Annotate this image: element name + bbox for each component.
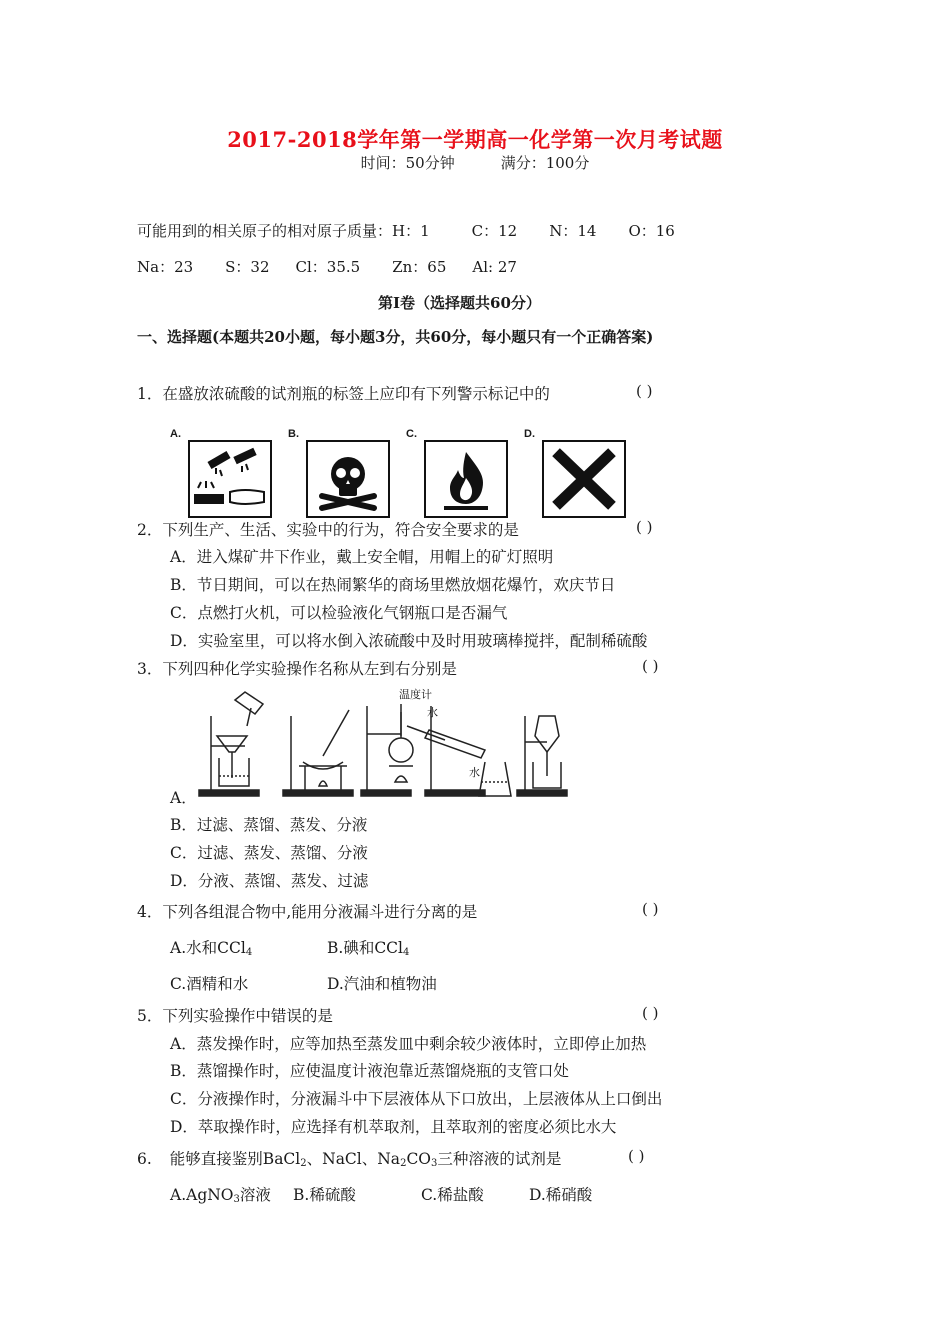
sign-label: C. <box>406 428 417 440</box>
question-2 <box>137 518 519 540</box>
option-b: B.稀硫酸 <box>293 1186 356 1204</box>
subscript: 4 <box>245 947 253 958</box>
option-c: C．过滤、蒸发、蒸馏、分液 <box>170 844 368 862</box>
warning-signs <box>170 428 640 520</box>
mass-o: O：16 <box>628 222 675 240</box>
mass-c: C：12 <box>471 222 518 240</box>
section-title: 第Ⅰ卷（选择题共60分） <box>378 294 541 312</box>
option-a: A． <box>170 789 197 807</box>
question-stem <box>170 1150 562 1168</box>
answer-paren: ( ) <box>636 518 653 536</box>
mass-al: Al: 27 <box>472 258 517 276</box>
option-c: C．分液操作时，分液漏斗中下层液体从下口放出，上层液体从上口倒出 <box>170 1090 663 1108</box>
mass-na: Na：23 <box>137 258 194 276</box>
filtration-apparatus <box>199 692 263 796</box>
toxic-skull-icon <box>306 440 390 518</box>
evaporation-apparatus <box>283 710 353 796</box>
option-c: C.稀盐酸 <box>421 1186 484 1204</box>
option-c: C.酒精和水 <box>170 975 249 993</box>
atomic-masses-line2 <box>137 256 517 277</box>
question-number: 6. <box>137 1150 152 1168</box>
mass-zn: Zn：65 <box>392 258 447 276</box>
question-1 <box>137 382 550 404</box>
question-number: 3． <box>137 660 163 678</box>
option-d: D.汽油和植物油 <box>327 975 437 993</box>
question-number: 4． <box>137 903 163 921</box>
option-text: A.AgNO <box>170 1186 234 1204</box>
water-in-label: 水 <box>427 706 438 719</box>
option-b: B．过滤、蒸馏、蒸发、分液 <box>170 816 368 834</box>
answer-paren: ( ) <box>636 382 653 400</box>
option-d: D．萃取操作时，应选择有机萃取剂，且萃取剂的密度必须比水大 <box>170 1118 617 1136</box>
option-d: D．分液、蒸馏、蒸发、过滤 <box>170 872 369 890</box>
sign-option-b <box>288 428 408 520</box>
harmful-cross-icon <box>542 440 626 518</box>
option-d: D．实验室里，可以将水倒入浓硫酸中及时用玻璃棒搅拌，配制稀硫酸 <box>170 632 648 650</box>
flammable-flame-icon <box>424 440 508 518</box>
option-c: C．点燃打火机，可以检验液化气钢瓶口是否漏气 <box>170 604 508 622</box>
subscript: 4 <box>403 947 410 958</box>
option-a: A．进入煤矿井下作业，戴上安全帽，用帽上的矿灯照明 <box>170 548 554 566</box>
score-label: 满分：100分 <box>500 154 590 172</box>
question-stem: 下列四种化学实验操作名称从左到右分别是 <box>162 660 457 678</box>
sign-label: B. <box>288 428 299 440</box>
option-text: A.水和CCl <box>170 939 246 957</box>
option-a: A．蒸发操作时，应等加热至蒸发皿中剩余较少液体时，立即停止加热 <box>170 1035 647 1053</box>
question-4 <box>137 900 477 922</box>
subscript: 3 <box>233 1194 240 1205</box>
corrosive-icon <box>188 440 272 518</box>
question-3 <box>137 657 457 679</box>
question-stem: 在盛放浓硫酸的试剂瓶的标签上应印有下列警示标记中的 <box>162 385 550 403</box>
atomic-masses-line1 <box>137 220 675 241</box>
option-b <box>327 936 409 958</box>
masses-intro: 可能用到的相关原子的相对原子质量： <box>137 222 393 240</box>
option-text: B.碘和CCl <box>327 939 403 957</box>
part-title: 一、选择题(本题共20小题，每小题3分，共60分，每小题只有一个正确答案) <box>137 328 654 346</box>
separatory-funnel-apparatus <box>517 716 567 796</box>
option-a <box>170 936 252 958</box>
stem-part: 三种溶液的试剂是 <box>437 1150 562 1168</box>
mass-s: S：32 <box>225 258 270 276</box>
stem-part: 能够直接鉴别BaCl <box>169 1150 301 1168</box>
subscript: 2 <box>400 1158 407 1169</box>
question-stem: 下列各组混合物中,能用分液漏斗进行分离的是 <box>162 903 478 921</box>
mass-cl: Cl：35.5 <box>295 258 361 276</box>
sign-option-d <box>524 428 644 520</box>
answer-paren: ( ) <box>642 1004 659 1022</box>
thermometer-label: 温度计 <box>399 688 432 701</box>
answer-paren: ( ) <box>628 1147 645 1165</box>
question-5 <box>137 1004 333 1026</box>
mass-h: H：1 <box>392 222 430 240</box>
question-stem: 下列生产、生活、实验中的行为，符合安全要求的是 <box>162 521 519 539</box>
mass-n: N：14 <box>549 222 597 240</box>
option-text: 溶液 <box>239 1186 271 1204</box>
option-b: B．蒸馏操作时，应使温度计液泡靠近蒸馏烧瓶的支管口处 <box>170 1062 569 1080</box>
option-d: D.稀硝酸 <box>529 1186 593 1204</box>
sign-option-a <box>170 428 290 520</box>
answer-paren: ( ) <box>642 657 659 675</box>
subscript: 2 <box>300 1158 307 1169</box>
question-stem: 下列实验操作中错误的是 <box>162 1007 333 1025</box>
exam-subtitle <box>0 152 950 173</box>
answer-paren: ( ) <box>642 900 659 918</box>
water-out-label: 水 <box>469 766 480 779</box>
time-label: 时间：50分钟 <box>360 154 455 172</box>
exam-title: 2017-2018学年第一学期高一化学第一次月考试题 <box>227 127 723 152</box>
lab-apparatus-figure <box>195 686 575 802</box>
stem-part: CO <box>406 1150 432 1168</box>
subscript: 3 <box>431 1158 438 1169</box>
sign-option-c <box>406 428 526 520</box>
sign-label: D. <box>524 428 535 440</box>
question-number: 5． <box>137 1007 163 1025</box>
stem-part: 、NaCl、Na <box>306 1150 401 1168</box>
option-a <box>170 1183 271 1205</box>
sign-label: A. <box>170 428 181 440</box>
option-b: B．节日期间，可以在热闹繁华的商场里燃放烟花爆竹，欢庆节日 <box>170 576 616 594</box>
question-number: 2． <box>137 521 163 539</box>
question-number: 1． <box>137 385 163 403</box>
question-6 <box>137 1147 561 1169</box>
